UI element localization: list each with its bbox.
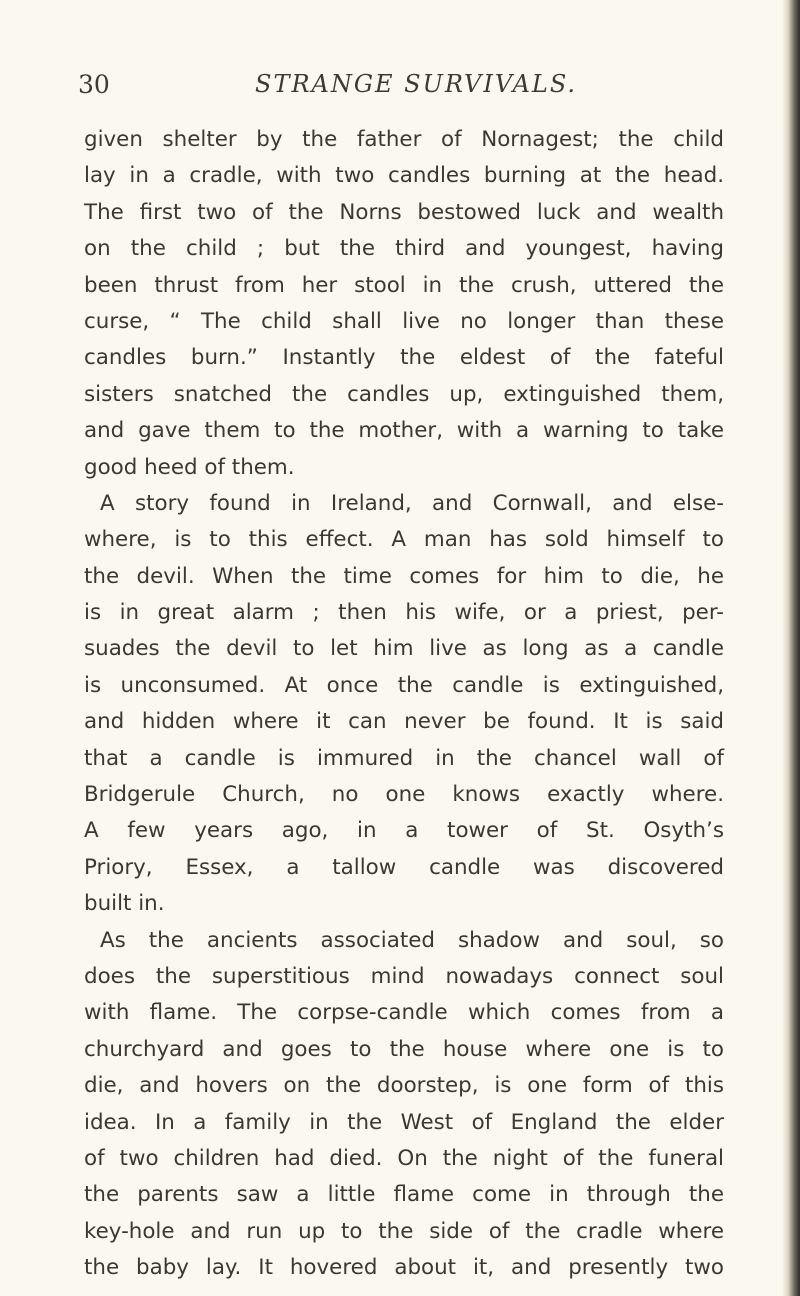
text-line: the devil. When the time comes for him to die, he	[84, 563, 724, 589]
text-line: and hidden where it can never be found. It is said	[84, 709, 724, 735]
text-line: the baby lay. It hovered about it, and presently two	[84, 1255, 724, 1281]
text-line: Bridgerule Church, no one knows exactly where.	[84, 782, 724, 808]
text-line: where, is to this effect. A man has sold himself to	[84, 527, 724, 553]
body-text	[84, 122, 724, 1287]
text-line: and gave them to the mother, with a warning to take	[84, 418, 724, 444]
text-line: on the child ; but the third and youngest, having	[84, 236, 724, 262]
running-head: STRANGE SURVIVALS.	[255, 70, 578, 98]
text-line: Priory, Essex, a tallow candle was discovered	[84, 854, 724, 880]
text-line: key-hole and run up to the side of the cradle where	[84, 1218, 724, 1244]
text-line: been thrust from her stool in the crush, uttered the	[84, 272, 724, 298]
page-edge-shadow	[782, 0, 800, 1296]
text-line: that a candle is immured in the chancel wall of	[84, 745, 724, 771]
text-line: lay in a cradle, with two candles burning at the head.	[84, 163, 724, 189]
text-line: churchyard and goes to the house where one is to	[84, 1036, 724, 1062]
text-line: of two children had died. On the night of the funeral	[84, 1145, 724, 1171]
text-line: with flame. The corpse-candle which comes from a	[84, 1000, 724, 1026]
text-line: A story found in Ireland, and Cornwall, and else-	[100, 490, 724, 516]
text-line: sisters snatched the candles up, extinguished them,	[84, 381, 724, 407]
text-line: built in.	[84, 891, 165, 917]
text-line: the parents saw a little flame come in through the	[84, 1182, 724, 1208]
text-line: does the superstitious mind nowadays connect soul	[84, 963, 724, 989]
text-line: is in great alarm ; then his wife, or a priest, per-	[84, 600, 724, 626]
text-line: As the ancients associated shadow and soul, so	[100, 927, 724, 953]
text-line: curse, “ The child shall live no longer than these	[84, 308, 724, 334]
text-line: A few years ago, in a tower of St. Osyth’s	[84, 818, 724, 844]
text-line: suades the devil to let him live as long as a candle	[84, 636, 724, 662]
text-line: die, and hovers on the doorstep, is one form of this	[84, 1073, 724, 1099]
text-line: idea. In a family in the West of England the elder	[84, 1109, 724, 1135]
text-line: candles burn.” Instantly the eldest of the fateful	[84, 345, 724, 371]
text-line: The first two of the Norns bestowed luck and wealth	[84, 199, 724, 225]
text-line: is unconsumed. At once the candle is extinguished,	[84, 672, 724, 698]
page-header	[78, 70, 778, 110]
text-line: good heed of them.	[84, 454, 295, 480]
page-number: 30	[78, 70, 110, 99]
text-line: given shelter by the father of Nornagest; the child	[84, 127, 724, 152]
